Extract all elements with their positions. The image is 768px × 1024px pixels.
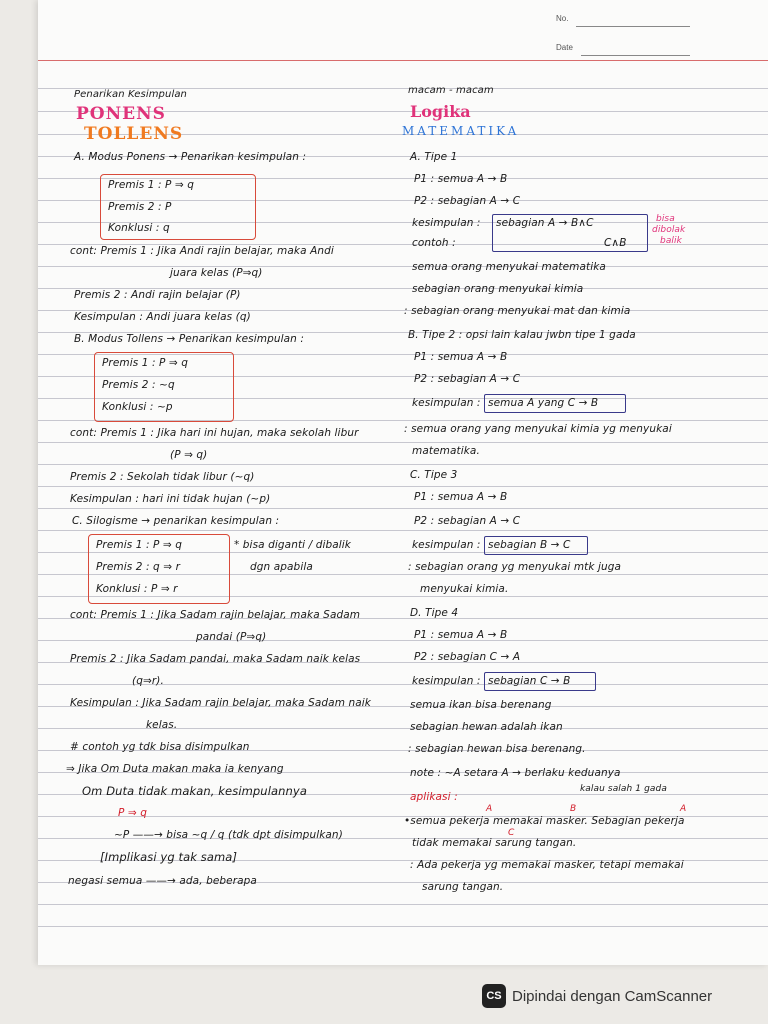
tipe3-title: C. Tipe 3: [410, 469, 458, 481]
tipe4-example-3: : sebagian hewan bisa berenang.: [408, 743, 586, 755]
note-line: note : ~A setara A → berlaku keduanya: [410, 767, 621, 779]
tollens-title: B. Modus Tollens → Penarikan kesimpulan :: [74, 333, 305, 345]
ponens-example-2: juara kelas (P⇒q): [170, 267, 263, 279]
ponens-konklusi: Konklusi : q: [108, 222, 170, 234]
ponens-premis2: Premis 2 : P: [108, 201, 172, 213]
tipe4-p1: P1 : semua A → B: [414, 629, 508, 641]
top-margin-line: [38, 60, 768, 61]
non-conclusive-3: P ⇒ q: [118, 807, 147, 819]
bisa-label: bisa: [656, 214, 675, 224]
date-line: [581, 55, 690, 56]
tipe2-p1: P1 : semua A → B: [414, 351, 508, 363]
tipe1-title: A. Tipe 1: [410, 151, 458, 163]
notebook-page: [38, 0, 768, 965]
tipe4-example-1: semua ikan bisa berenang: [410, 699, 552, 711]
non-conclusive-2: Om Duta tidak makan, kesimpulannya: [82, 784, 307, 798]
tipe3-kesimpulan: sebagian B → C: [488, 539, 571, 551]
ponens-premis1: Premis 1 : P ⇒ q: [108, 179, 195, 191]
tipe2-p2: P2 : sebagian A → C: [414, 373, 521, 385]
tipe1-contoh: contoh :: [412, 237, 456, 249]
aplikasi-1: •semua pekerja memakai masker. Sebagian pekerja: [404, 815, 685, 827]
no-label: No.: [556, 14, 569, 23]
matematika-deco: MATEMATIKA: [402, 124, 520, 138]
tipe1-example-2: sebagian orang menyukai kimia: [412, 283, 584, 295]
logika-deco: Logika: [410, 102, 471, 121]
tollens-deco: TOLLENS: [84, 124, 184, 144]
silogisme-note-2: dgn apabila: [250, 561, 313, 573]
tipe3-kesimpulan-label: kesimpulan :: [412, 539, 481, 551]
tipe4-example-2: sebagian hewan adalah ikan: [410, 721, 563, 733]
ponens-example-1: cont: Premis 1 : Jika Andi rajin belajar, maka Andi: [70, 245, 334, 257]
tipe3-example-1: : sebagian orang yg menyukai mtk juga: [408, 561, 622, 573]
mark-b: B: [570, 804, 577, 814]
tipe1-p2: P2 : sebagian A → C: [414, 195, 521, 207]
silogisme-example-6: kelas.: [146, 719, 178, 731]
tollens-premis1: Premis 1 : P ⇒ q: [102, 357, 189, 369]
tipe1-kesimpulan-label: kesimpulan :: [412, 217, 481, 229]
silogisme-premis2: Premis 2 : q ⇒ r: [96, 561, 181, 573]
silogisme-note-1: * bisa diganti / dibalik: [234, 539, 351, 551]
ponens-title: A. Modus Ponens → Penarikan kesimpulan :: [74, 151, 307, 163]
non-conclusive-4: ~P ——→ bisa ~q / q (tdk dpt disimpulkan): [114, 829, 343, 841]
tipe2-kesimpulan: semua A yang C → B: [488, 397, 599, 409]
silogisme-example-4: (q⇒r).: [132, 675, 164, 687]
tipe4-p2: P2 : sebagian C → A: [414, 651, 521, 663]
silogisme-example-1: cont: Premis 1 : Jika Sadam rajin belajar, maka Sadam: [70, 609, 361, 621]
tipe2-kesimpulan-label: kesimpulan :: [412, 397, 481, 409]
tipe3-example-2: menyukai kimia.: [420, 583, 509, 595]
silogisme-example-2: pandai (P⇒q): [196, 631, 267, 643]
aplikasi-label: aplikasi :: [410, 791, 458, 803]
silogisme-premis1: Premis 1 : P ⇒ q: [96, 539, 183, 551]
tipe4-title: D. Tipe 4: [410, 607, 459, 619]
tipe1-alt: C∧B: [604, 237, 627, 249]
camscanner-label: Dipindai dengan CamScanner: [512, 987, 713, 1005]
ponens-deco: PONENS: [76, 104, 166, 124]
tollens-example-2: (P ⇒ q): [170, 449, 208, 461]
tollens-example-1: cont: Premis 1 : Jika hari ini hujan, maka sekolah libur: [70, 427, 359, 439]
balik-label: balik: [660, 236, 682, 246]
tollens-example-4: Kesimpulan : hari ini tidak hujan (~p): [70, 493, 271, 505]
non-conclusive-5: [Implikasi yg tak sama]: [100, 850, 238, 864]
aplikasi-3: : Ada pekerja yg memakai masker, tetapi memakai: [410, 859, 684, 871]
silogisme-title: C. Silogisme → penarikan kesimpulan :: [72, 515, 280, 527]
tipe4-kesimpulan-label: kesimpulan :: [412, 675, 481, 687]
tipe1-example-1: semua orang menyukai matematika: [412, 261, 606, 273]
ponens-example-4: Kesimpulan : Andi juara kelas (q): [74, 311, 251, 323]
aplikasi-4: sarung tangan.: [422, 881, 504, 893]
tipe2-title: B. Tipe 2 : opsi lain kalau jwbn tipe 1 gada: [408, 329, 636, 341]
tipe2-example-1: : semua orang yang menyukai kimia yg menyukai: [404, 423, 672, 435]
tipe2-example-2: matematika.: [412, 445, 480, 457]
mark-a1: A: [486, 804, 493, 814]
aplikasi-2: tidak memakai sarung tangan.: [412, 837, 577, 849]
right-intro: macam - macam: [408, 85, 494, 96]
left-intro: Penarikan Kesimpulan: [74, 89, 187, 100]
tipe3-p1: P1 : semua A → B: [414, 491, 508, 503]
note-line-2: kalau salah 1 gada: [580, 784, 667, 794]
tipe4-kesimpulan: sebagian C → B: [488, 675, 571, 687]
non-conclusive-1: ⇒ Jika Om Duta makan maka ia kenyang: [66, 763, 284, 775]
non-conclusive-title: # contoh yg tdk bisa disimpulkan: [70, 741, 250, 753]
dibolak-label: dibolak: [652, 225, 686, 235]
tipe3-p2: P2 : sebagian A → C: [414, 515, 521, 527]
mark-c: C: [508, 828, 515, 838]
silogisme-example-3: Premis 2 : Jika Sadam pandai, maka Sadam naik kelas: [70, 653, 361, 665]
tipe1-p1: P1 : semua A → B: [414, 173, 508, 185]
non-conclusive-6: negasi semua ——→ ada, beberapa: [68, 875, 257, 887]
tipe1-kesimpulan: sebagian A → B∧C: [496, 217, 594, 229]
tollens-konklusi: Konklusi : ~p: [102, 401, 173, 413]
tollens-premis2: Premis 2 : ~q: [102, 379, 175, 391]
tollens-example-3: Premis 2 : Sekolah tidak libur (~q): [70, 471, 255, 483]
camscanner-watermark: [482, 984, 712, 1008]
mark-a2: A: [680, 804, 687, 814]
date-label: Date: [556, 43, 573, 52]
silogisme-konklusi: Konklusi : P ⇒ r: [96, 583, 178, 595]
silogisme-example-5: Kesimpulan : Jika Sadam rajin belajar, maka Sadam naik: [70, 697, 371, 709]
camscanner-icon: CS: [482, 984, 506, 1008]
ponens-example-3: Premis 2 : Andi rajin belajar (P): [74, 289, 241, 301]
tipe1-example-3: : sebagian orang menyukai mat dan kimia: [404, 305, 631, 317]
no-line: [576, 26, 690, 27]
